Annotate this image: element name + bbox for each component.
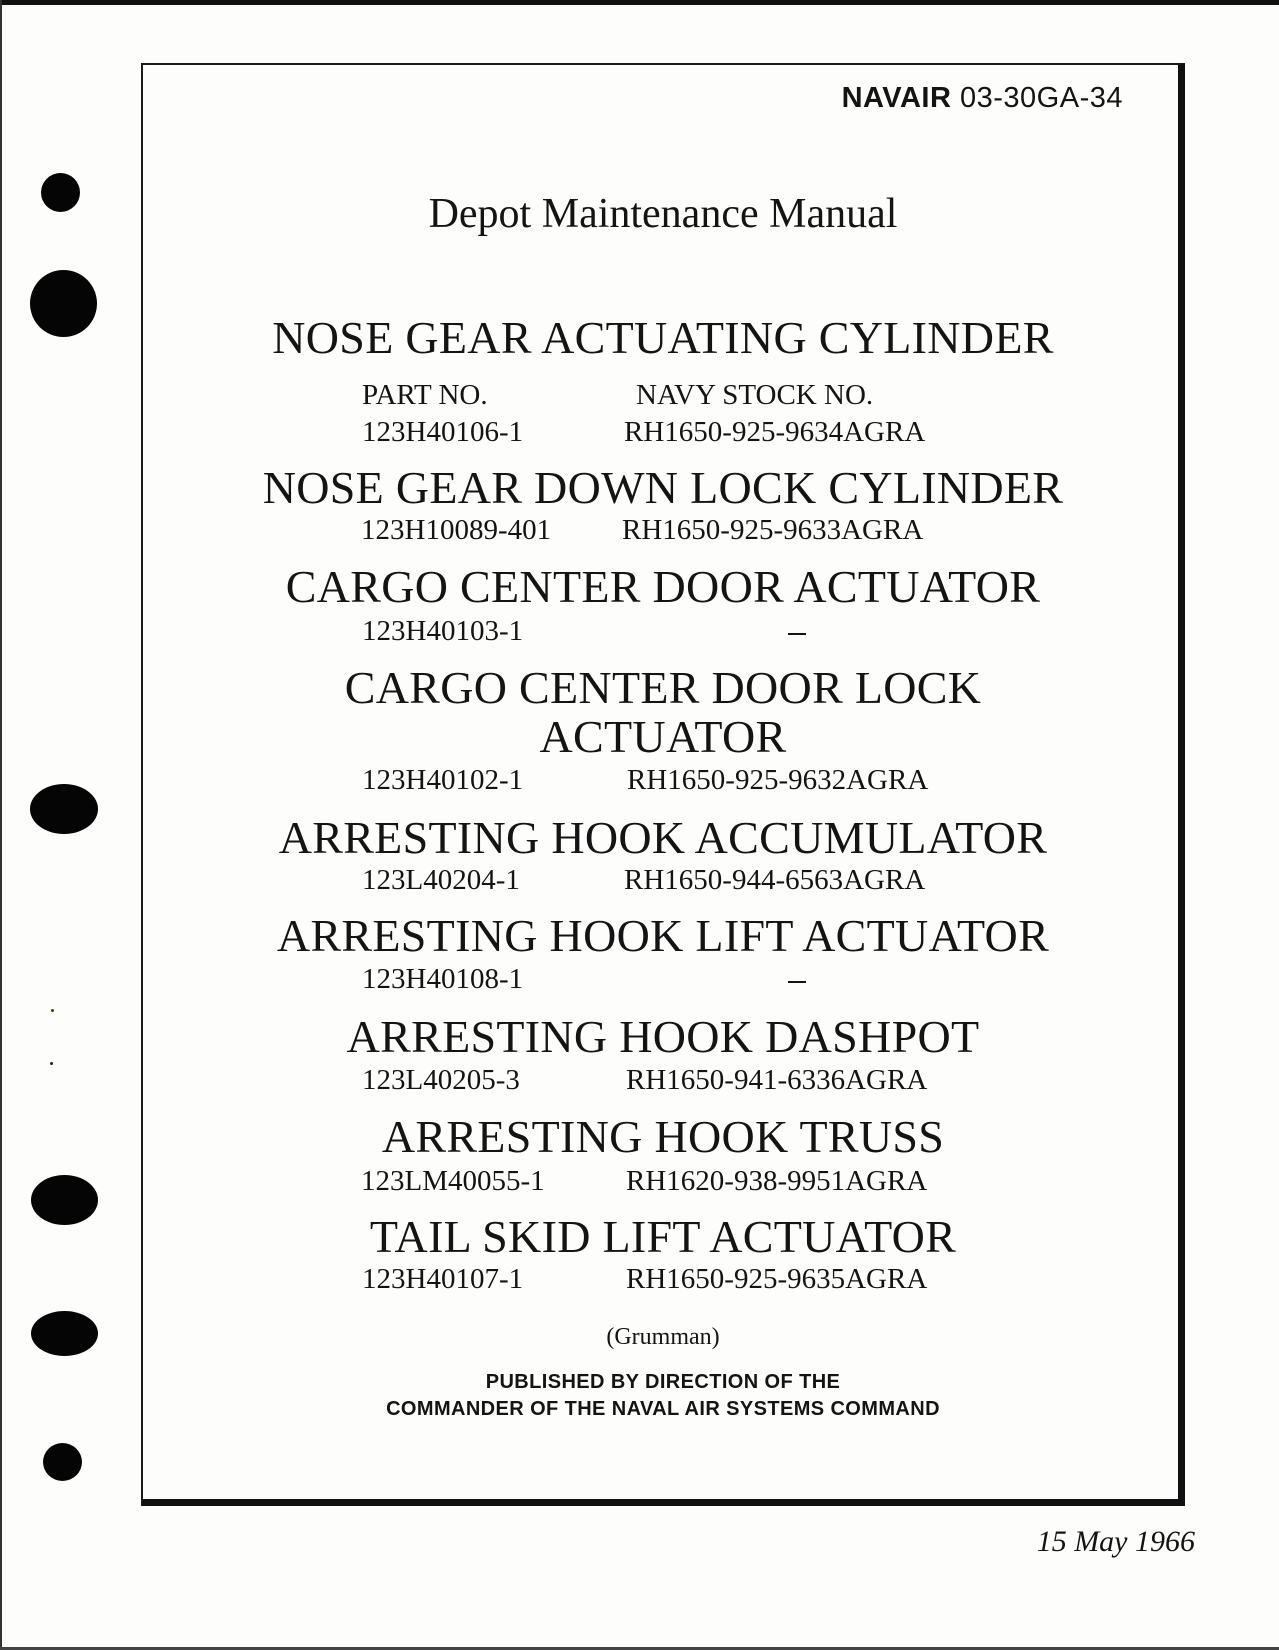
published-by-line2: COMMANDER OF THE NAVAL AIR SYSTEMS COMMAND <box>386 1398 940 1420</box>
part-number: 123H40108-1 <box>362 963 524 995</box>
publication-prefix: NAVAIR <box>841 82 952 114</box>
manual-title: Depot Maintenance Manual <box>428 191 898 237</box>
page-edge <box>0 0 2 1650</box>
column-header-navy-stock-no: NAVY STOCK NO. <box>636 379 874 411</box>
binder-hole-icon <box>43 1443 82 1481</box>
navy-stock-number-none <box>788 633 806 635</box>
part-number: 123L40205-3 <box>362 1064 520 1096</box>
publication-id: 03-30GA-34 <box>960 82 1123 114</box>
navy-stock-number: RH1650-944-6563AGRA <box>624 864 926 896</box>
speck <box>50 1062 53 1065</box>
item-title-continued: ACTUATOR <box>539 711 787 762</box>
item-title: ARRESTING HOOK DASHPOT <box>346 1011 980 1062</box>
published-by-line1: PUBLISHED BY DIRECTION OF THE <box>485 1371 841 1393</box>
binder-hole-icon <box>31 1175 98 1225</box>
navy-stock-number: RH1650-941-6336AGRA <box>626 1064 928 1096</box>
navy-stock-number: RH1620-938-9951AGRA <box>626 1165 928 1197</box>
navy-stock-number: RH1650-925-9634AGRA <box>624 416 926 448</box>
part-number: 123H40103-1 <box>362 615 524 647</box>
item-title: CARGO CENTER DOOR ACTUATOR <box>285 561 1041 612</box>
navy-stock-number: RH1650-925-9633AGRA <box>622 514 924 546</box>
part-number: 123H40102-1 <box>362 764 524 796</box>
binder-hole-icon <box>41 173 80 212</box>
publication-date: 15 May 1966 <box>1036 1525 1195 1558</box>
part-number: 123H40106-1 <box>362 416 524 448</box>
binder-hole-icon <box>30 784 98 834</box>
item-title: NOSE GEAR ACTUATING CYLINDER <box>272 312 1054 363</box>
navy-stock-number: RH1650-925-9632AGRA <box>627 764 929 796</box>
part-number: 123H10089-401 <box>361 514 552 546</box>
binder-hole-icon <box>30 270 97 337</box>
item-title: CARGO CENTER DOOR LOCK <box>344 662 982 713</box>
column-header-part-no: PART NO. <box>362 379 488 411</box>
navy-stock-number: RH1650-925-9635AGRA <box>626 1263 928 1295</box>
publication-number <box>842 82 1123 115</box>
manufacturer: (Grumman) <box>606 1324 720 1350</box>
speck <box>51 1009 54 1012</box>
item-title: NOSE GEAR DOWN LOCK CYLINDER <box>262 462 1064 513</box>
item-title: TAIL SKID LIFT ACTUATOR <box>369 1211 957 1262</box>
part-number: 123L40204-1 <box>362 864 520 896</box>
part-number: 123H40107-1 <box>362 1263 524 1295</box>
page-edge <box>0 0 1279 5</box>
navy-stock-number-none <box>788 981 806 983</box>
item-title: ARRESTING HOOK ACCUMULATOR <box>278 812 1048 863</box>
part-number: 123LM40055-1 <box>361 1165 545 1197</box>
item-title: ARRESTING HOOK TRUSS <box>381 1111 945 1162</box>
item-title: ARRESTING HOOK LIFT ACTUATOR <box>276 910 1050 961</box>
binder-hole-icon <box>31 1311 98 1356</box>
